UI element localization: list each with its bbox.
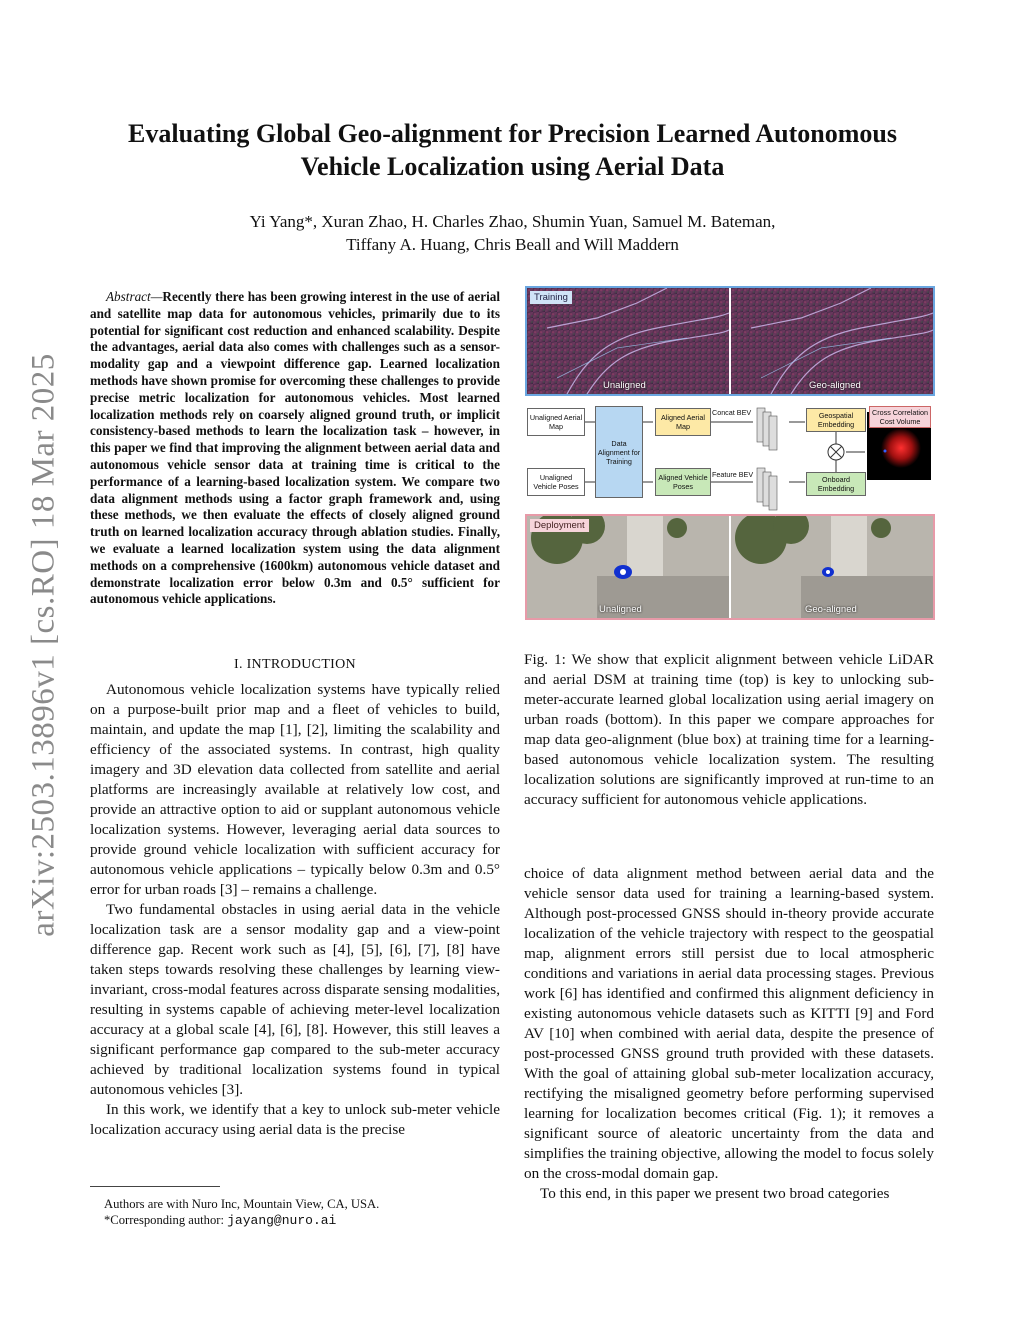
author-line-1: Yi Yang*, Xuran Zhao, H. Charles Zhao, Shumin Yuan, Samuel M. Bateman, — [249, 212, 776, 231]
title-line-2: Vehicle Localization using Aerial Data — [300, 152, 725, 181]
paper-title — [90, 117, 935, 183]
footnote-affiliation: Authors are with Nuro Inc, Mountain View, CA, USA. — [104, 1197, 380, 1211]
corresponding-prefix: *Corresponding author: — [104, 1213, 228, 1227]
training-tag: Training — [530, 291, 572, 304]
intro-paragraph: Two fundamental obstacles in using aerial data in the vehicle localization task are a sensor modality gap and a view-point difference gap. Recent work such as [4], [5], [6], [7], [8] have taken steps towards resolving these challenges by learning view-invariant, cross-modal features across disparate sensing modalities, resulting in systems capable of achieving meter-level localization accuracy at a global scale [4], [6], [8]. However, this still leaves a significant performance gap compared to the sub-meter accuracy achieved by traditional localization systems found in typical autonomous vehicles [3]. — [90, 901, 500, 1098]
body-paragraph: choice of data alignment method between aerial data and the vehicle sensor data used for training a learning-based system. Although post-processed GNSS should in-theory provide accurate localization of the vehicle trajectory with respect to the geospatial map, alignment errors still persist due to local atmospheric conditions and variations in aerial data processing stages. Previous work [6] has identified and confirmed this alignment deficiency in existing autonomous vehicle datasets such as KITTI [9] and Ford AV [10] when combined with aerial data, despite the presence of post-processed GNSS ground truth provided with these datasets. With the goal of attaining global sub-meter localization accuracy, rectifying the misaligned geometry before performing supervised learning for localization becomes critical (Fig. 1); it removes a significant source of aleatoric uncertainty from the data and simplifies the training objective, allowing the model to focus solely on the cross-modal domain gap. — [524, 865, 934, 1182]
bev-feature-stack — [757, 408, 777, 510]
right-column-body — [524, 864, 934, 1204]
abstract-label: Abstract— — [106, 289, 163, 304]
box-data-alignment: Data Alignment for Training — [595, 406, 643, 498]
label-concat-bev: Concat BEV — [712, 408, 752, 417]
label-feature-bev: Feature BEV — [712, 470, 754, 479]
author-line-2: Tiffany A. Huang, Chris Beall and Will Maddern — [346, 235, 679, 254]
box-onboard-embedding: Onboard Embedding — [806, 472, 866, 496]
training-geoaligned-label: Geo-aligned — [809, 380, 861, 391]
deployment-panel — [525, 514, 935, 620]
intro-body — [90, 680, 500, 1140]
author-list — [90, 210, 935, 256]
section-heading: I. INTRODUCTION — [234, 657, 356, 672]
multiply-icon — [828, 444, 844, 460]
footnote-rule — [90, 1186, 220, 1187]
footnotes — [90, 1196, 500, 1229]
training-aerial-images — [527, 288, 933, 394]
abstract — [90, 289, 500, 608]
box-cross-correlation: Cross Correlation Cost Volume — [869, 406, 931, 428]
arxiv-stamp-text: arXiv:2503.13896v1 [cs.RO] 18 Mar 2025 — [25, 353, 62, 937]
footnote-corresponding — [90, 1212, 500, 1229]
box-unaligned-aerial-map: Unaligned Aerial Map — [527, 408, 585, 436]
abstract-text: Recently there has been growing interest in the use of aerial and satellite map data for autonomous vehicles, primarily due to its potential for significant cost reduction and enhanced scalability. Despite the advantages, aerial data also comes with challenges such as a sensor-modality gap and a viewpoint difference gap. Learned localization methods have shown promise for overcoming these challenges to provide precise metric localization for autonomous vehicles. Most learned localization methods rely on coarsely aligned ground truth, or implicit consistency-based methods to learn the localization task – however, in this paper we find that improving the alignment between aerial data and autonomous vehicle sensor data at training time is critical to the performance of a learning-based localization system. We compare two data alignment methods using a factor graph framework and, using these methods, we then evaluate the effects of closely aligned ground truth on learned localization accuracy through ablation studies. Finally, we evaluate a learned localization system using the data alignment methods on a comprehensive (1600km) autonomous vehicle dataset and demonstrate localization error below 0.3m and 0.5° sufficient for autonomous vehicle applications. — [90, 289, 500, 607]
intro-paragraph: Autonomous vehicle localization systems have typically relied on a purpose-built prior map and a fleet of vehicles to build, maintain, and update the map [1], [2], limiting the scalability and efficiency of the associated systems. In contrast, high quality imagery and 3D elevation data collected from satellite and aerial platforms are increasingly available at relatively low cost, and provide an attractive option to aid or supplant autonomous vehicle localization systems. However, leveraging aerial data sources to provide ground vehicle localization with sufficient accuracy for autonomous vehicle applications – typically below 0.3m and 0.5° error for urban roads [3] – remains a challenge. — [90, 681, 500, 898]
box-aligned-aerial-map: Aligned Aerial Map — [655, 408, 711, 436]
arxiv-stamp — [14, 0, 74, 1325]
body-paragraph: To this end, in this paper we present two broad categories — [540, 1185, 890, 1202]
deployment-tag: Deployment — [530, 519, 589, 532]
box-unaligned-vehicle-poses: Unaligned Vehicle Poses — [527, 468, 585, 496]
box-aligned-vehicle-poses: Aligned Vehicle Poses — [655, 468, 711, 496]
figure-caption: Fig. 1: We show that explicit alignment between vehicle LiDAR and aerial DSM at training time (top) is key to unlocking sub-meter-accurate learned global localization using aerial imagery on urban roads (bottom). In this paper we compare approaches for map data geo-alignment (blue box) at training time for a learning-based autonomous vehicle localization system. The resulting localization solutions are significantly improved at run-time to an accuracy sufficient for autonomous vehicle applications. — [524, 651, 934, 808]
deploy-geoaligned-label: Geo-aligned — [805, 604, 857, 615]
intro-paragraph: In this work, we identify that a key to unlock sub-meter vehicle localization accuracy using aerial data is the precise — [90, 1101, 500, 1138]
corresponding-email: jayang@nuro.ai — [227, 1213, 337, 1228]
box-geospatial-embedding: Geospatial Embedding — [806, 408, 866, 432]
deploy-unaligned-label: Unaligned — [599, 604, 642, 615]
figure-1 — [525, 286, 933, 618]
title-line-1: Evaluating Global Geo-alignment for Precision Learned Autonomous — [128, 119, 897, 148]
training-unaligned-label: Unaligned — [603, 380, 646, 391]
training-panel — [525, 286, 935, 396]
